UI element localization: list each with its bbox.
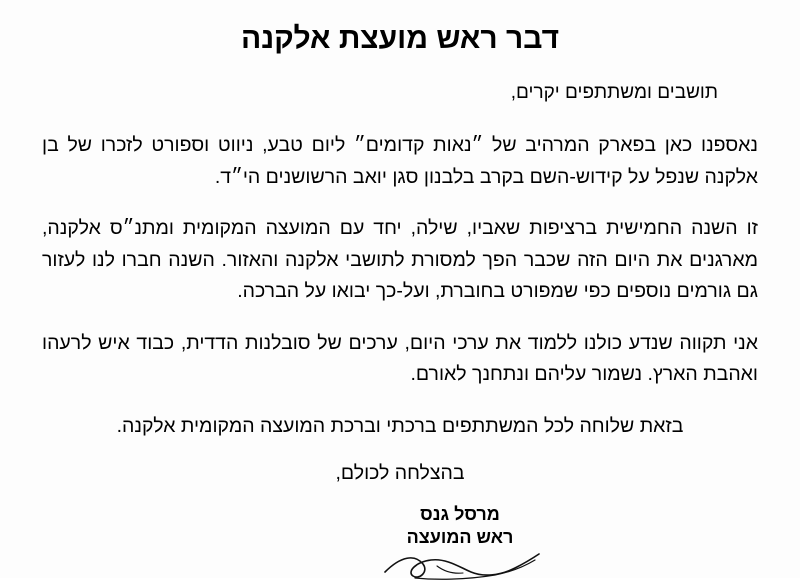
paragraph-3: אני תקווה שנדע כולנו ללמוד את ערכי היום, ערכים של סובלנות הדדית, כבוד איש לרעהו ואהבת הארץ. נשמור עליהם ונתחנך לאורם. (42, 331, 758, 386)
signoff-text: בהצלחה לכולם, (335, 462, 465, 485)
handwritten-signature-icon (154, 546, 766, 586)
signature-block (34, 503, 766, 586)
page-title: דבר ראש מועצת אלקנה (240, 22, 560, 55)
paragraph-2: זו השנה החמישית ברציפות שאביו, שילה, יחד עם המועצה המקומית ומתנ״ס אלקנה, מארגנים את היום הזה שכבר הפך למסורת לתושבי אלקנה והאזור. השנה חברו לנו לעזור גם גורמים נוספים כפי שמפורט בחוברת, ועל-כך יבואו על הברכה. (42, 217, 758, 303)
signer-name: מרסל גנס (420, 504, 500, 525)
paragraph-4: בזאת שלוחה לכל המשתתפים ברכתי וברכת המועצה המקומית אלקנה. (116, 415, 684, 438)
salutation-text: תושבים ומשתתפים יקרים, (510, 82, 718, 103)
signer-role: ראש המועצה (406, 526, 514, 547)
paragraph-1: נאספנו כאן בפארק המרהיב של ״נאות קדומים״ ליום טבע, ניווט וספורט לזכרו של בן אלקנה שנפל על קידוש-השם בקרב בלבנון סגן יואב הרשושנים הי״ד. (42, 134, 758, 188)
